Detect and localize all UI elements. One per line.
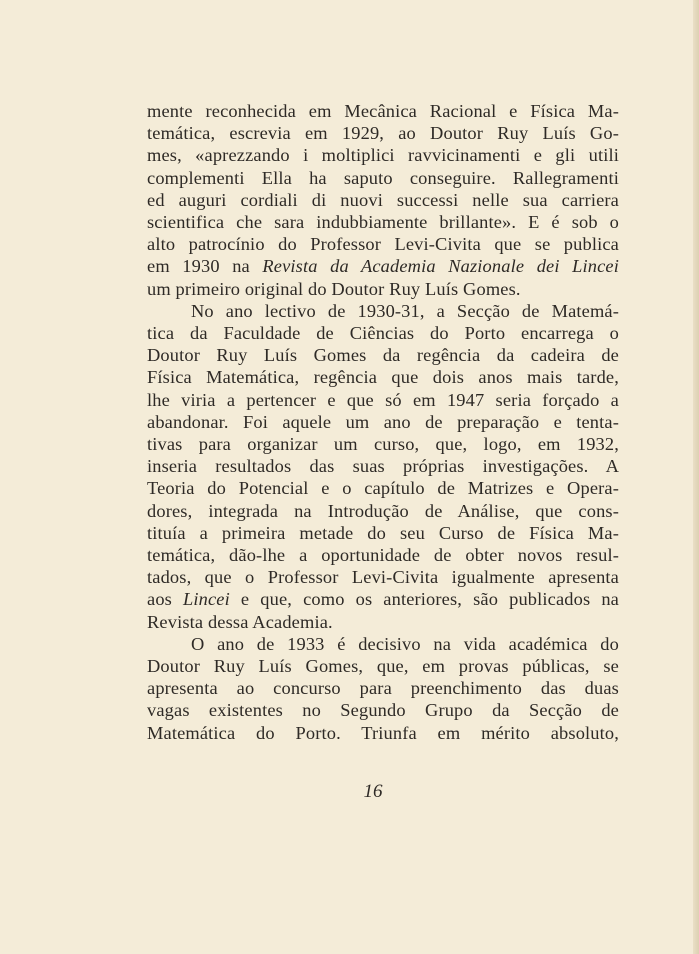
text-line bbox=[147, 588, 619, 610]
text-line: um primeiro original do Doutor Ruy Luís Gomes. bbox=[147, 278, 521, 299]
text-fragment: aos bbox=[147, 589, 184, 610]
text-line: tados, que o Professor Levi-Civita igualmente apresenta bbox=[147, 567, 619, 588]
text-fragment: em 1930 na bbox=[147, 256, 263, 277]
text-line: tivas para organizar um curso, que, logo, em 1932, bbox=[147, 434, 619, 455]
text-line: mente reconhecida em Mecânica Racional e Física Ma- bbox=[147, 101, 619, 121]
text-line: complementi Ella ha saputo conseguire. Rallegramenti bbox=[147, 167, 619, 188]
text-fragment: e que, como os anteriores, são publicados na bbox=[229, 589, 619, 610]
journal-title: Revista da Academia Nazionale dei Lincei bbox=[262, 256, 620, 277]
text-line: Revista dessa Academia. bbox=[147, 611, 333, 632]
page-number: 16 bbox=[363, 781, 383, 802]
text-line: dores, integrada na Introdução de Análise, que cons- bbox=[147, 500, 619, 521]
text-line: vagas existentes no Segundo Grupo da Secção de bbox=[147, 700, 619, 721]
text-line: tica da Faculdade de Ciências do Porto encarrega o bbox=[147, 323, 619, 344]
text-line: inseria resultados das suas próprias investigações. A bbox=[147, 456, 619, 477]
text-line: tituía a primeira metade do seu Curso de Física Ma- bbox=[147, 522, 619, 543]
text-line: Doutor Ruy Luís Gomes, que, em provas públicas, se bbox=[147, 656, 619, 677]
text-line: scientifica che sara indubbiamente brillante». E é sob o bbox=[147, 212, 619, 233]
journal-title: Lincei bbox=[183, 589, 230, 610]
text-line: alto patrocínio do Professor Levi-Civita que se publica bbox=[147, 234, 619, 255]
body-text bbox=[147, 100, 619, 744]
text-line: Matemática do Porto. Triunfa em mérito absoluto, bbox=[147, 722, 619, 743]
text-line: No ano lectivo de 1930-31, a Secção de Matemá- bbox=[191, 300, 619, 321]
text-line: temática, escrevia em 1929, ao Doutor Ruy Luís Go- bbox=[147, 123, 619, 144]
text-line: lhe viria a pertencer e que só em 1947 seria forçado a bbox=[147, 389, 619, 410]
text-line: Doutor Ruy Luís Gomes da regência da cadeira de bbox=[147, 345, 619, 366]
text-line: ed auguri cordiali di nuovi successi nelle sua carriera bbox=[147, 189, 619, 210]
text-line: Física Matemática, regência que dois anos mais tarde, bbox=[147, 367, 619, 388]
text-line: apresenta ao concurso para preenchimento das duas bbox=[147, 678, 619, 699]
text-line: O ano de 1933 é decisivo na vida académica do bbox=[191, 633, 619, 654]
text-line: temática, dão-lhe a oportunidade de obter novos resul- bbox=[147, 545, 619, 566]
text-line: mes, «aprezzando i moltiplici ravvicinamenti e gli utili bbox=[147, 145, 619, 166]
text-line: Teoria do Potencial e o capítulo de Matrizes e Opera- bbox=[147, 478, 619, 499]
text-line bbox=[147, 255, 619, 277]
text-line: abandonar. Foi aquele um ano de preparação e tenta- bbox=[147, 411, 619, 432]
